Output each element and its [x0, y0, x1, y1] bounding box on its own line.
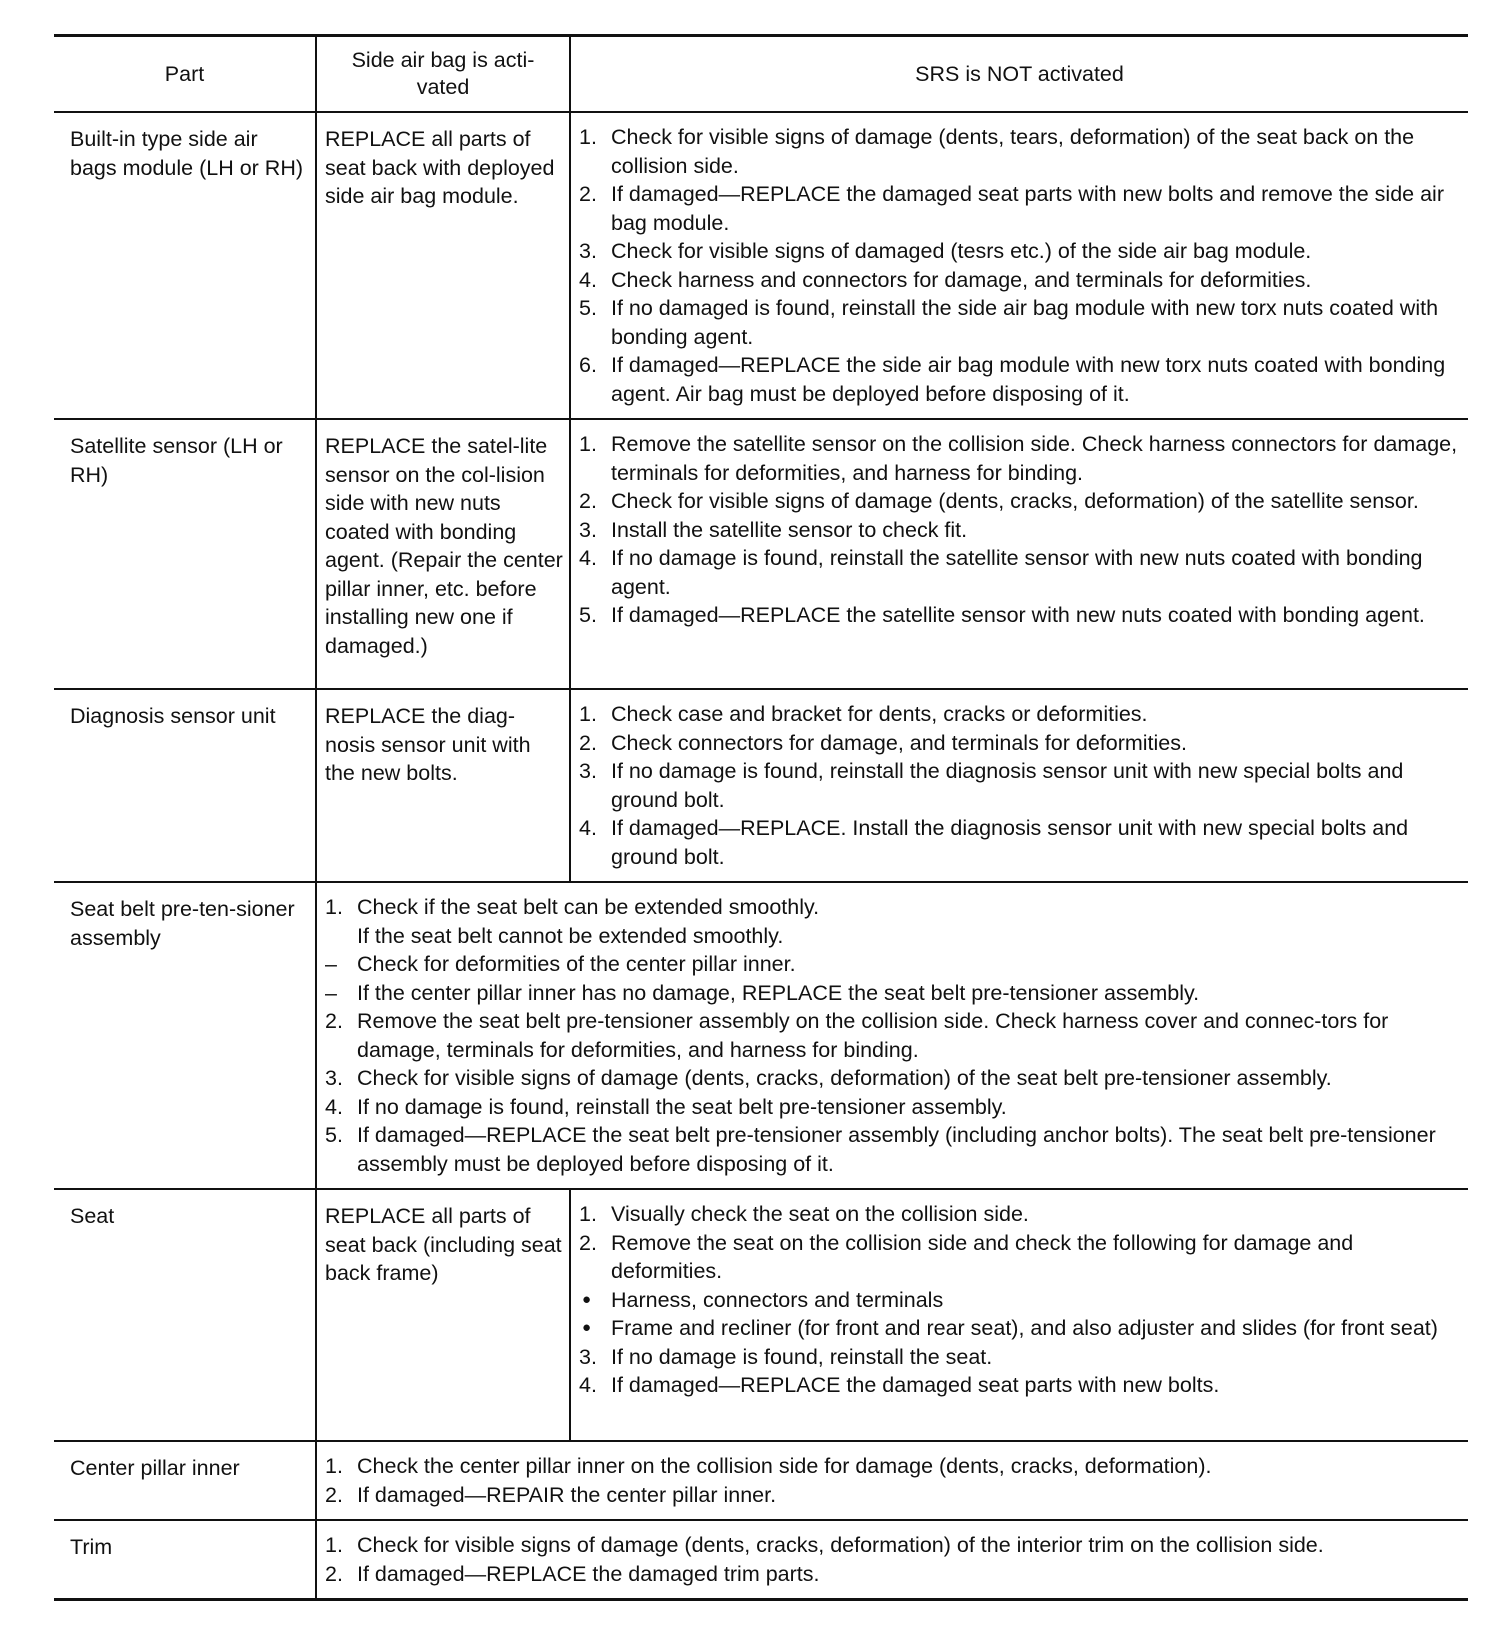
step-text: Check for visible signs of damage (dents, cracks, deformation) of the seat belt pre-tensioner assembly. — [357, 1066, 1332, 1090]
step-text: Check for visible signs of damage (dents, cracks, deformation) of the interior trim on the collision side. — [357, 1533, 1324, 1557]
table-row — [54, 419, 1468, 689]
step-text: Check case and bracket for dents, cracks or deformities. — [611, 702, 1148, 726]
step-marker: 3. — [325, 1066, 343, 1090]
step-text: Check if the seat belt can be extended smoothly. — [357, 895, 820, 919]
step-marker: 2. — [579, 182, 597, 206]
step-item — [325, 1481, 1458, 1510]
step-subtext: If the seat belt cannot be extended smoothly. — [357, 923, 784, 948]
step-marker: 1. — [325, 895, 343, 919]
header-srs-not-activated: SRS is NOT activated — [570, 36, 1468, 113]
steps-cell — [570, 1189, 1468, 1441]
bullet-icon: ● — [582, 1290, 592, 1308]
step-text: If no damage is found, reinstall the satellite sensor with new nuts coated with bonding agent. — [611, 546, 1423, 599]
step-item — [325, 950, 1458, 979]
step-text: Check connectors for damage, and terminals for deformities. — [611, 730, 1187, 755]
step-text: If no damage is found, reinstall the seat. — [611, 1344, 993, 1369]
step-marker: 4. — [325, 1094, 343, 1119]
part-cell: Seat belt pre-ten-sioner assembly — [70, 897, 295, 950]
step-item — [579, 1314, 1458, 1343]
step-item — [579, 516, 1458, 545]
step-item — [579, 430, 1458, 487]
step-text: Harness, connectors and terminals — [611, 1287, 944, 1312]
step-text: Check harness and connectors for damage, and terminals for deformities. — [611, 267, 1312, 292]
step-marker: 1. — [579, 702, 597, 726]
part-cell: Trim — [70, 1535, 113, 1559]
step-marker: 4. — [579, 816, 597, 840]
table-row — [54, 882, 1468, 1189]
step-marker: 3. — [579, 239, 597, 263]
part-cell: Satellite sensor (LH or RH) — [70, 434, 283, 487]
step-text: Remove the satellite sensor on the collision side. Check harness connectors for damage, terminals for deformities, and harness for binding. — [611, 432, 1458, 485]
step-marker: 1. — [579, 432, 597, 456]
step-text: If the center pillar inner has no damage, REPLACE the seat belt pre-tensioner assembly. — [357, 980, 1200, 1005]
step-item — [579, 1343, 1458, 1372]
step-marker: 3. — [579, 1344, 597, 1369]
step-item — [325, 1560, 1458, 1589]
activated-cell: REPLACE all parts of seat back (including seat back frame) — [316, 1189, 570, 1441]
activated-cell: REPLACE all parts of seat back with deployed side air bag module. — [316, 112, 570, 419]
srs-inspection-table — [54, 34, 1468, 1601]
step-text: If no damage is found, reinstall the seat belt pre-tensioner assembly. — [357, 1094, 1007, 1119]
step-item — [579, 294, 1458, 351]
step-text: Install the satellite sensor to check fit. — [611, 517, 968, 542]
step-item — [325, 893, 1458, 922]
step-text: If damaged—REPLACE the satellite sensor with new nuts coated with bonding agent. — [611, 603, 1425, 627]
steps-cell — [570, 112, 1468, 419]
header-side-air-bag-activated: Side air bag is acti-vated — [316, 36, 570, 113]
bullet-icon: ● — [582, 1319, 592, 1336]
step-text: Check for visible signs of damage (dents, cracks, deformation) of the satellite sensor. — [611, 489, 1419, 513]
step-text: If damaged—REPLACE the damaged seat parts with new bolts and remove the side air bag module. — [611, 182, 1444, 235]
step-text: If damaged—REPAIR the center pillar inner. — [357, 1482, 777, 1507]
step-marker: 5. — [579, 296, 597, 320]
activated-cell: REPLACE the diag-nosis sensor unit with the new bolts. — [316, 689, 570, 882]
steps-cell — [316, 1520, 1468, 1600]
step-item — [325, 1007, 1458, 1064]
step-marker: 1. — [579, 125, 597, 149]
step-text: Check for deformities of the center pillar inner. — [357, 952, 796, 976]
step-text: If damaged—REPLACE the damaged seat parts with new bolts. — [611, 1373, 1220, 1397]
part-cell: Diagnosis sensor unit — [70, 704, 276, 728]
step-text: If damaged—REPLACE the seat belt pre-tensioner assembly (including anchor bolts). The seat belt pre-tensioner assembly must be deployed before disposing of it. — [357, 1123, 1436, 1176]
step-text: Remove the seat belt pre-tensioner assembly on the collision side. Check harness cover and connec-tors for damage, terminals for deformities, and harness for binding. — [357, 1009, 1389, 1062]
table-row — [54, 1441, 1468, 1520]
steps-cell — [316, 882, 1468, 1189]
table-row — [54, 1189, 1468, 1441]
step-marker: 5. — [325, 1123, 343, 1147]
step-item — [579, 123, 1458, 180]
step-marker: 4. — [579, 1373, 597, 1397]
steps-cell — [316, 1441, 1468, 1520]
step-item — [325, 1064, 1458, 1093]
step-text: Check for visible signs of damaged (tesrs etc.) of the side air bag module. — [611, 239, 1312, 263]
step-item — [325, 1531, 1458, 1560]
steps-cell — [570, 419, 1468, 689]
step-item — [325, 1452, 1458, 1481]
step-marker: 2. — [325, 1561, 343, 1586]
step-item — [579, 1200, 1458, 1229]
step-text: Check the center pillar inner on the collision side for damage (dents, cracks, deformation). — [357, 1454, 1212, 1478]
step-marker: 4. — [579, 546, 597, 570]
part-cell: Built-in type side air bags module (LH or RH) — [70, 127, 304, 180]
step-text: If damaged—REPLACE. Install the diagnosis sensor unit with new special bolts and ground bolt. — [611, 816, 1409, 869]
step-item — [579, 1371, 1458, 1400]
step-item — [325, 979, 1458, 1008]
step-item — [579, 700, 1458, 729]
step-item — [579, 729, 1458, 758]
step-text: Check for visible signs of damage (dents, tears, deformation) of the seat back on the collision side. — [611, 125, 1415, 178]
step-item — [579, 351, 1458, 408]
activated-cell: REPLACE the satel-lite sensor on the col-lision side with new nuts coated with bonding agent. (Repair the center pillar inner, etc. before installing new one if damaged.) — [316, 419, 570, 689]
part-cell: Center pillar inner — [70, 1456, 240, 1480]
step-text: If no damage is found, reinstall the diagnosis sensor unit with new special bolts and ground bolt. — [611, 759, 1404, 812]
step-marker: 1. — [325, 1454, 343, 1478]
step-text: If damaged—REPLACE the damaged trim parts. — [357, 1561, 820, 1586]
step-item — [579, 1286, 1458, 1315]
step-marker: 4. — [579, 267, 597, 292]
step-item — [579, 544, 1458, 601]
part-cell: Seat — [70, 1204, 115, 1228]
step-item — [325, 1121, 1458, 1178]
step-text: Remove the seat on the collision side and check the following for damage and deformities. — [611, 1230, 1354, 1283]
step-marker: – — [325, 980, 337, 1005]
step-marker: 3. — [579, 517, 597, 542]
table-row — [54, 1520, 1468, 1600]
step-marker: 2. — [325, 1482, 343, 1507]
step-item — [579, 180, 1458, 237]
step-item — [579, 487, 1458, 516]
step-marker: – — [325, 952, 337, 976]
table-row — [54, 689, 1468, 882]
step-marker: 5. — [579, 603, 597, 627]
step-marker: 2. — [325, 1009, 343, 1033]
step-marker: 1. — [325, 1533, 343, 1557]
step-marker: 1. — [579, 1202, 597, 1226]
step-marker: 2. — [579, 1230, 597, 1255]
step-item — [579, 1229, 1458, 1286]
step-item — [579, 757, 1458, 814]
step-text: If damaged—REPLACE the side air bag module with new torx nuts coated with bonding agent. Air bag must be deployed before disposing of it. — [611, 353, 1446, 406]
step-item — [579, 601, 1458, 630]
step-marker: 3. — [579, 759, 597, 783]
header-part: Part — [54, 36, 316, 113]
table-header — [54, 36, 1468, 113]
step-marker: 6. — [579, 353, 597, 377]
step-text: If no damaged is found, reinstall the side air bag module with new torx nuts coated with bonding agent. — [611, 296, 1439, 349]
step-item — [579, 814, 1458, 871]
steps-cell — [570, 689, 1468, 882]
step-text: Visually check the seat on the collision side. — [611, 1202, 1029, 1226]
step-item — [579, 266, 1458, 295]
table-row — [54, 112, 1468, 419]
step-item — [325, 1093, 1458, 1122]
step-text: Frame and recliner (for front and rear seat), and also adjuster and slides (for front seat) — [611, 1316, 1438, 1340]
step-marker: 2. — [579, 730, 597, 755]
step-item — [579, 237, 1458, 266]
step-marker: 2. — [579, 489, 597, 513]
